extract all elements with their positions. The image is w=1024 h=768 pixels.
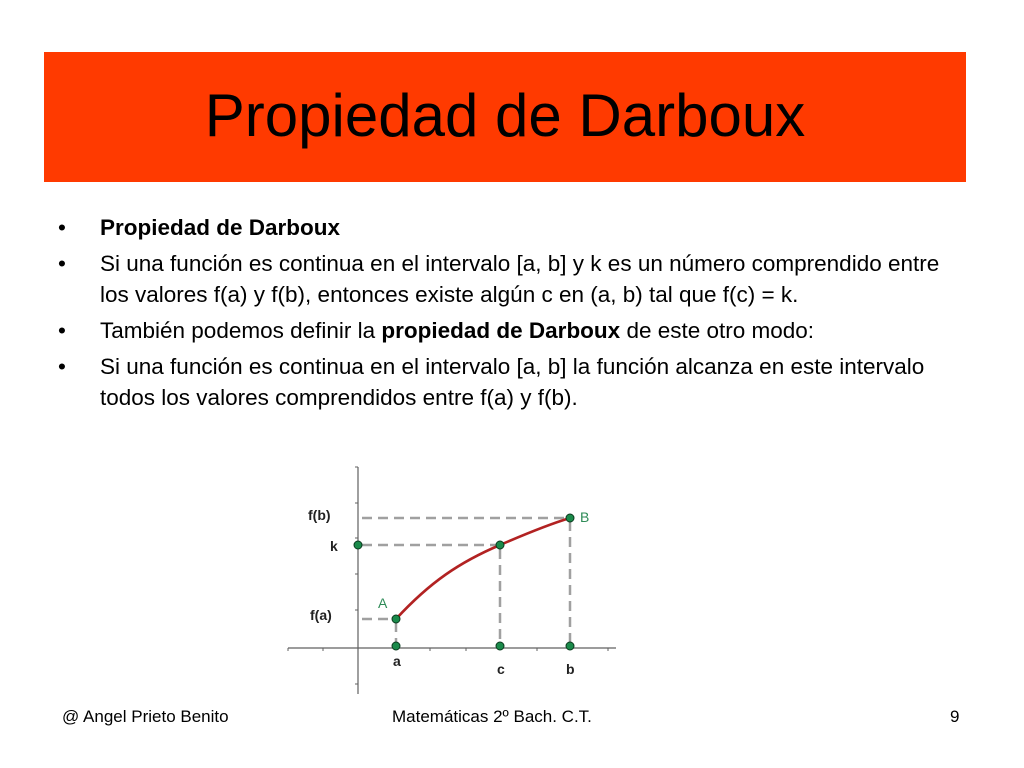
bullet-text: Si una función es continua en el intervalo [a, b] la función alcanza en este intervalo todos los valores comprendidos entre f(a) y f(b).	[100, 354, 925, 410]
footer-course: Matemáticas 2º Bach. C.T.	[392, 707, 592, 726]
title-band	[44, 52, 966, 182]
label-point-a: A	[378, 595, 388, 611]
bullet-item	[58, 212, 958, 243]
point-b-axis	[566, 642, 574, 650]
label-a: a	[393, 653, 401, 669]
label-fb: f(b)	[308, 507, 331, 523]
bullet-list	[58, 212, 958, 418]
point-a	[392, 615, 400, 623]
diagram-points	[354, 514, 574, 650]
bullet-item	[58, 248, 958, 310]
bullet-text-post: de este otro modo:	[620, 318, 815, 343]
label-fa: f(a)	[310, 607, 332, 623]
label-b: b	[566, 661, 575, 677]
slide-title: Propiedad de Darboux	[204, 82, 806, 149]
label-c: c	[497, 661, 505, 677]
point-c-axis	[496, 642, 504, 650]
bullet-marker: •	[58, 354, 66, 379]
point-a-axis	[392, 642, 400, 650]
label-point-b: B	[580, 509, 590, 525]
bullet-marker: •	[58, 251, 66, 276]
bullet-text-bold: propiedad de Darboux	[381, 318, 621, 343]
bullet-heading: Propiedad de Darboux	[100, 215, 341, 240]
bullet-item	[58, 315, 958, 346]
point-b	[566, 514, 574, 522]
point-labels	[378, 509, 589, 611]
bullet-text: Si una función es continua en el intervalo [a, b] y k es un número comprendido entre los valores f(a) y f(b), entonces existe algún c en (a, b) tal que f(c) = k.	[100, 251, 940, 307]
footer-page-number: 9	[950, 707, 960, 726]
point-k-axis	[354, 541, 362, 549]
darboux-diagram	[280, 462, 620, 697]
guide-lines	[362, 518, 570, 646]
point-c-k	[496, 541, 504, 549]
footer-author: @ Angel Prieto Benito	[62, 707, 229, 726]
function-curve	[396, 518, 570, 619]
bullet-marker: •	[58, 215, 66, 240]
bullet-marker: •	[58, 318, 66, 343]
bullet-text-pre: También podemos definir la	[100, 318, 382, 343]
bullet-item	[58, 351, 958, 413]
label-k: k	[330, 538, 338, 554]
axis-labels	[308, 507, 575, 677]
